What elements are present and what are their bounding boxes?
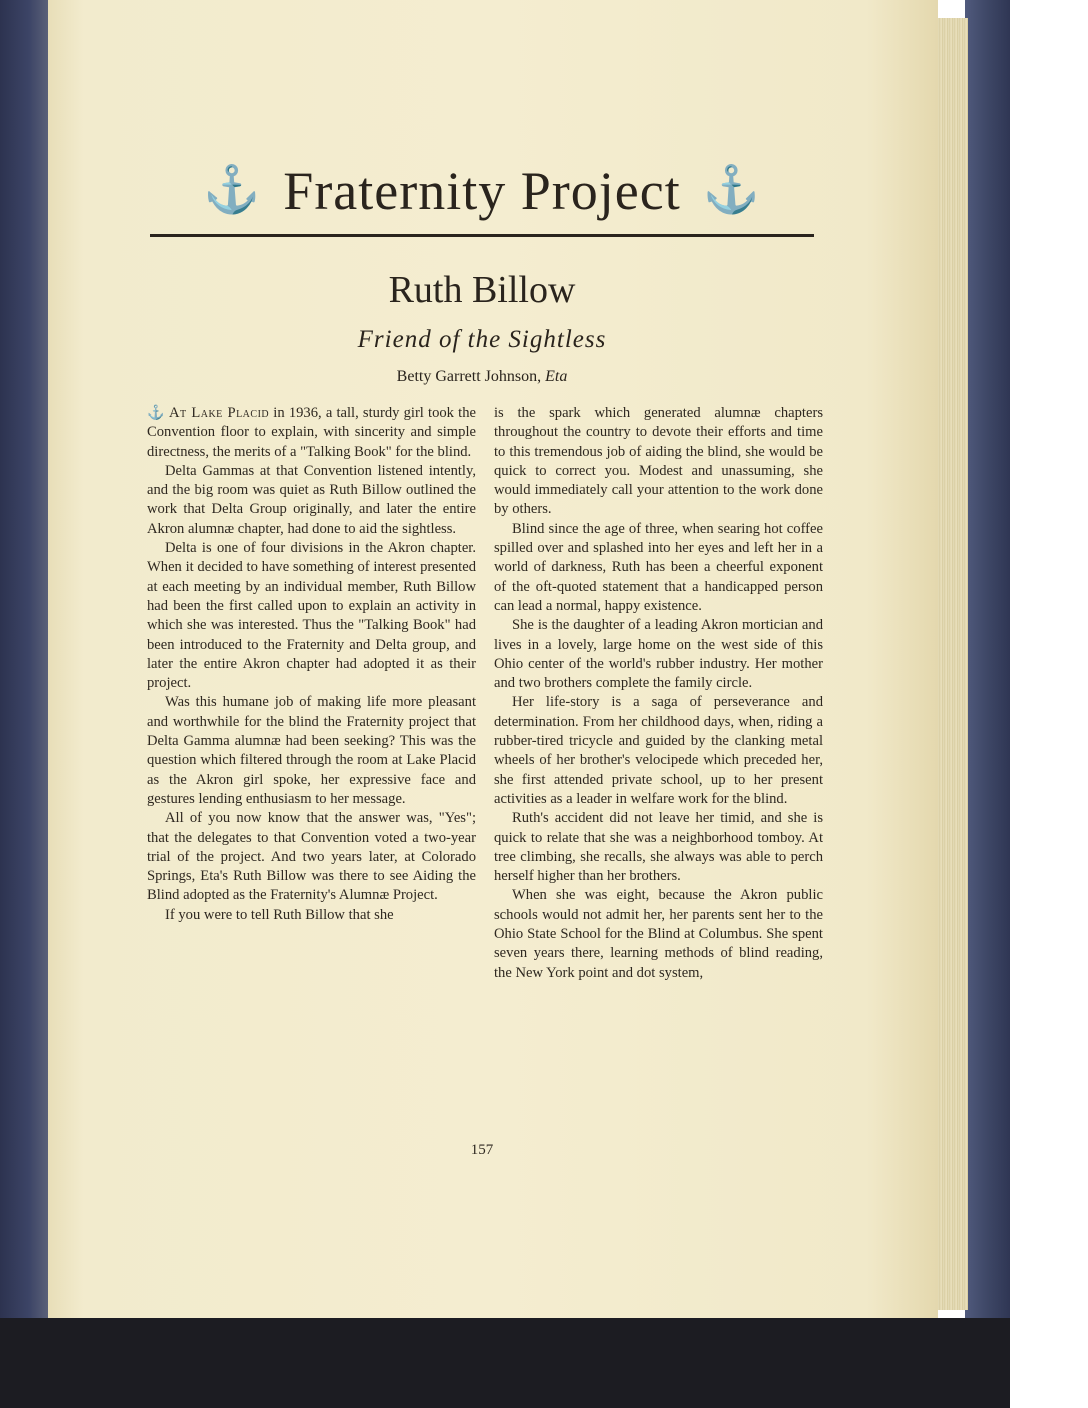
article-subtitle: Friend of the Sightless	[357, 326, 607, 353]
book-binding-left	[0, 0, 48, 1408]
section-header	[150, 160, 814, 222]
header-rule	[150, 234, 814, 237]
left-column	[147, 404, 476, 925]
page-number: 157	[470, 1142, 494, 1158]
book-binding-right	[965, 0, 1010, 1320]
paragraph: ⚓ At Lake Placid in 1936, a tall, sturdy girl took the Convention floor to explain, with sincerity and simple directness, the merits of a "Talking Book" for the blind.	[147, 405, 476, 460]
paragraph: Ruth's accident did not leave her timid, and she is quick to relate that she was a neighborhood tomboy. At tree climbing, she recalls, she always was able to perch herself higher than her brothers.	[494, 810, 823, 885]
byline	[150, 368, 814, 386]
section-title: Fraternity Project	[283, 161, 681, 221]
paragraph: Was this humane job of making life more pleasant and worthwhile for the blind the Fraternity project that Delta Gamma alumnæ had been seeking? This was the question which filtered through the room at Lake Placid as the Akron girl spoke, her expressive face and gestures lending enthusiasm to her message.	[147, 694, 476, 807]
anchor-icon: ⚓	[203, 164, 262, 215]
anchor-icon: ⚓	[147, 406, 165, 421]
lead-in: At Lake Placid	[169, 405, 270, 421]
paragraph: When she was eight, because the Akron public schools would not admit her, her parents sent her to the Ohio State School for the Blind at Columbus. She spent seven years there, learning methods of blind reading, the New York point and dot system,	[494, 887, 823, 981]
paragraph: is the spark which generated alumnæ chapters throughout the country to devote their efforts and time to this tremendous job of aiding the blind, she would be quick to correct you. Modest and unassuming, she would immediately call your attention to the work done by others.	[494, 405, 823, 518]
anchor-icon: ⚓	[702, 164, 761, 215]
paragraph: All of you now know that the answer was, "Yes"; that the delegates to that Convention voted a two-year trial of the project. And two years later, at Colorado Springs, Eta's Ruth Billow was there to see Aiding the Blind adopted as the Fraternity's Alumnæ Project.	[147, 810, 476, 904]
byline-author: Betty Garrett Johnson,	[396, 368, 542, 385]
paragraph: Delta Gammas at that Convention listened intently, and the big room was quiet as Ruth Billow outlined the work that Delta Group originally, and later the entire Akron alumnæ chapter, had done to aid the sightless.	[147, 462, 476, 537]
paragraph: If you were to tell Ruth Billow that she	[165, 906, 394, 923]
article-title: Ruth Billow	[388, 269, 576, 311]
paragraph: Blind since the age of three, when searing hot coffee spilled over and splashed into her eyes and left her in a world of darkness, Ruth has been a cheerful exponent of the oft-quoted statement that a handicapped person can lead a normal, happy existence.	[494, 520, 823, 614]
paragraph: Delta is one of four divisions in the Akron chapter. When it decided to have something of interest presented at each meeting by an individual member, Ruth Billow had been the first called upon to explain an activity in which she was interested. Thus the "Talking Book" had been introduced to the Fraternity and Delta group, and later the entire Akron chapter had adopted it as their project.	[147, 540, 476, 692]
right-column	[494, 404, 823, 983]
paragraph: Her life-story is a saga of perseverance and determination. From her childhood days, when, riding a rubber-tired tricycle and guided by the clanking metal wheels of her brother's velocipede which preceded her, she first attended private school, up to her present activities as a leader in welfare work for the blind.	[494, 694, 823, 807]
paragraph: She is the daughter of a leading Akron mortician and lives in a lovely, large home on the west side of this Ohio center of the world's rubber industry. Her mother and two brothers complete the family circle.	[494, 617, 823, 692]
byline-chapter: Eta	[545, 368, 568, 385]
book-binding-bottom	[0, 1318, 1010, 1408]
